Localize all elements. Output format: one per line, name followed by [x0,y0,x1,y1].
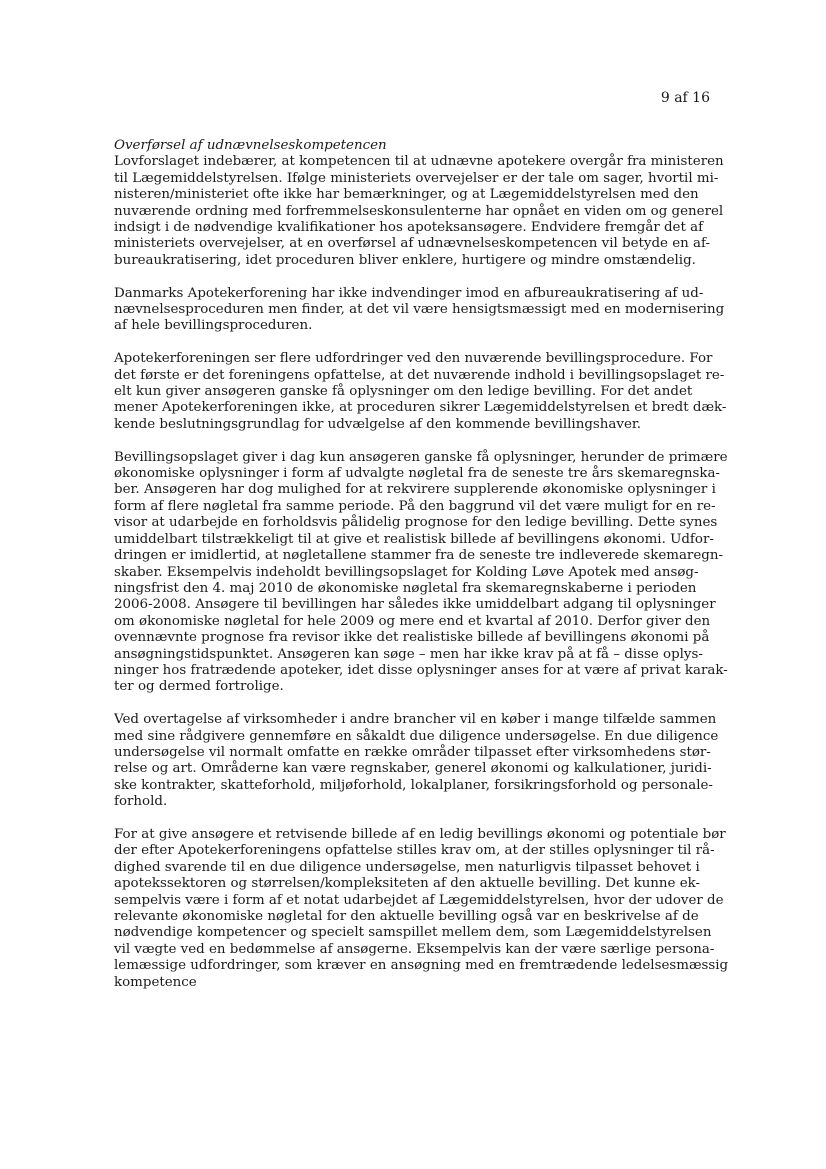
text-line: Bevillingsopslaget giver i dag kun ansøgeren ganske få oplysninger, herunder de primære [114,449,728,465]
paragraph-3 [114,351,727,433]
text-line: vil vægte ved en bedømmelse af ansøgerne. Eksempelvis kan der være særlige persona- [114,941,715,957]
paragraph-2 [114,285,725,335]
page-number: 9 af 16 [660,90,710,106]
text-line: det første er det foreningens opfattelse, at det nuværende indhold i bevillingsopslaget re- [114,367,725,383]
text-line: nuværende ordning med forfremmelseskonsulenterne har opnået en viden om og generel [114,203,724,219]
text-line: 2006-2008. Ansøgere til bevillingen har således ikke umiddelbart adgang til oplysninger [114,597,716,613]
text-line: forhold. [114,794,168,810]
text-line: skaber. Eksempelvis indeholdt bevillingsopslaget for Kolding Løve Apotek med ansøg- [114,564,699,580]
text-line: ansøgningstidspunktet. Ansøgeren kan søge – men har ikke krav på at få – disse oplys- [114,646,703,662]
text-line: umiddelbart tilstrækkeligt til at give et realistisk billede af bevillingens økonomi. Udfor- [114,531,714,547]
text-line: dighed svarende til en due diligence undersøgelse, men naturligvis tilpasset behovet i [114,859,700,875]
text-line: undersøgelse vil normalt omfatte en række områder tilpasset efter virksomhedens stør- [114,744,711,760]
text-line: ninger hos fratrædende apoteker, idet disse oplysninger anses for at være af privat karak- [114,662,728,678]
paragraph-5 [114,712,719,810]
text-line: kompetence [114,974,197,990]
text-line: Apotekerforeningen ser flere udfordringer ved den nuværende bevillingsprocedure. For [114,351,713,367]
text-line: økonomiske oplysninger i form af udvalgte nøgletal fra de seneste tre års skemaregnska- [114,466,720,482]
paragraph-1 [114,154,724,269]
text-line: visor at udarbejde en forholdsvis pålidelig prognose for den ledige bevilling. Dette synes [114,515,718,531]
section-heading: Overførsel af udnævnelseskompetencen [114,138,387,153]
text-line: elt kun giver ansøgeren ganske få oplysninger om den ledige bevilling. For det andet [114,384,693,400]
document-body [114,138,729,1007]
text-line: nævnelsesproceduren men finder, at det vil være hensigtsmæssigt med en modernisering [114,302,725,318]
text-line: kende beslutningsgrundlag for udvælgelse af den kommende bevillingshaver. [114,416,642,432]
text-line: Danmarks Apotekerforening har ikke indvendinger imod en afbureaukratisering af ud- [114,285,704,301]
text-line: ovennævnte prognose fra revisor ikke det realistiske billede af bevillingens økonomi på [114,630,710,646]
text-line: ningsfrist den 4. maj 2010 de økonomiske nøgletal fra skemaregnskaberne i perioden [114,580,697,596]
text-line: nødvendige kompetencer og specielt samspillet mellem dem, som Lægemiddelstyrelsen [114,925,712,941]
text-line: der efter Apotekerforeningens opfattelse stilles krav om, at der stilles oplysninger til rå- [114,843,715,859]
text-line: apotekssektoren og størrelsen/kompleksiteten af den aktuelle bevilling. Det kunne ek- [114,876,701,892]
text-line: ter og dermed fortrolige. [114,679,284,695]
text-line: form af flere nøgletal fra samme periode. På den baggrund vil det være muligt for en re- [114,498,716,514]
text-line: bureaukratisering, idet proceduren bliver enklere, hurtigere og mindre omstændelig. [114,252,696,268]
text-line: af hele bevillingsproceduren. [114,318,313,334]
text-line: lemæssige udfordringer, som kræver en ansøgning med en fremtrædende ledelsesmæssig [114,958,729,974]
paragraph-6 [114,826,729,991]
text-line: ber. Ansøgeren har dog mulighed for at rekvirere supplerende økonomiske oplysninger i [114,482,716,498]
text-line: sempelvis være i form af et notat udarbejdet af Lægemiddelstyrelsen, hvor der udover de [114,892,724,908]
text-line: ministeriets overvejelser, at en overførsel af udnævnelseskompetencen vil betyde en af- [114,236,710,252]
text-line: ske kontrakter, skatteforhold, miljøforhold, lokalplaner, forsikringsforhold og personale- [114,777,713,793]
paragraph-4 [114,449,728,696]
text-line: dringen er imidlertid, at nøgletallene stammer fra de seneste tre indleverede skemaregn- [114,548,723,564]
text-line: til Lægemiddelstyrelsen. Ifølge ministeriets overvejelser er der tale om sager, hvortil mi- [114,170,719,186]
text-line: mener Apotekerforeningen ikke, at proceduren sikrer Lægemiddelstyrelsen et bredt dæk- [114,400,727,416]
text-line: indsigt i de nødvendige kvalifikationer hos apoteksansøgere. Endvidere fremgår det af [114,220,704,236]
text-line: For at give ansøgere et retvisende billede af en ledig bevillings økonomi og potentiale bør [114,826,726,842]
text-line: relevante økonomiske nøgletal for den aktuelle bevilling også var en beskrivelse af de [114,909,699,925]
text-line: med sine rådgivere gennemføre en såkaldt due diligence undersøgelse. En due diligence [114,728,719,744]
text-line: Lovforslaget indebærer, at kompetencen til at udnævne apotekere overgår fra ministeren [114,154,724,170]
text-line: om økonomiske nøgletal for hele 2009 og mere end et kvartal af 2010. Derfor giver den [114,613,711,629]
text-line: nisteren/ministeriet ofte ikke har bemærkninger, og at Lægemiddelstyrelsen med den [114,187,699,203]
text-line: relse og art. Områderne kan være regnskaber, generel økonomi og kalkulationer, juridi- [114,761,712,777]
text-line: Ved overtagelse af virksomheder i andre brancher vil en køber i mange tilfælde sammen [114,712,717,728]
